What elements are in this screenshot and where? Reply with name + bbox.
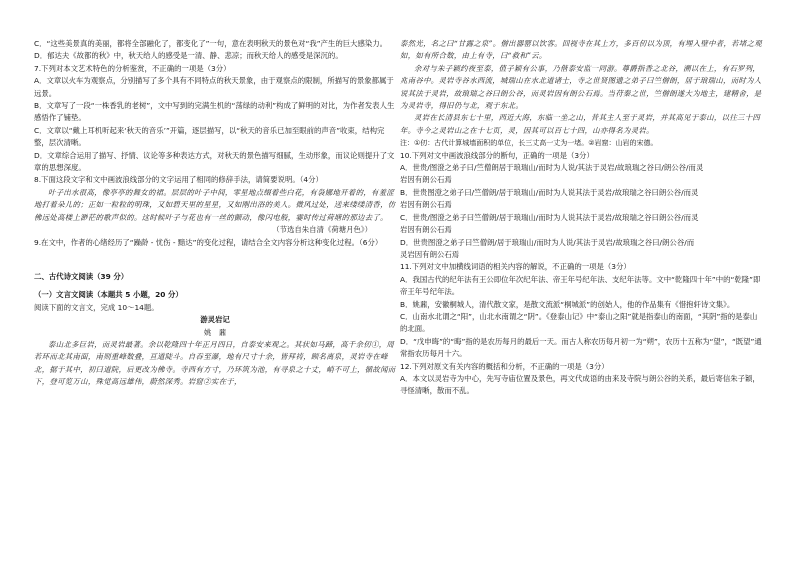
q10-option-b (400, 187, 762, 212)
section-two-heading: 二、古代诗文阅读（39 分） (34, 271, 129, 281)
q7-option-a: A．文章以火车为观察点，分别描写了多个具有不同特点的秋天景象，由于观察点的限制，所描写的景象都属于远景。 (34, 76, 394, 98)
q11-option-d: D．“戊申晦”的“晦”指的是农历每月的最后一天。而古人称农历每月初一为“朔”，农历十五称为“望”，“既望”通常指农历每月十六。 (400, 336, 762, 359)
q7-option-c: C．文章以“戴上耳机听起来‘秋天的音乐’”开篇，逐层描写，以“秋天的音乐已加至眼前的声音”收束，结构完整，层次清晰。 (34, 125, 385, 148)
q10-option-b-line2: 岩因有朗公石焉 (400, 200, 452, 210)
right-column (400, 38, 762, 398)
q7-stem: 7.下列对本文艺术特色的分析鉴赏，不正确的一项是（3分） (34, 63, 231, 73)
passage-note: 注：①仞：古代计算城墙面积的单位，长三丈高一丈为一堵。②岩窟：山岩的宋德。 (400, 139, 658, 148)
q7-option-b: B．文章写了一段“一株香乳的老树”，文中写到的完满生机的“荡绿的动利”构成了鲜明的对比，为作者发表人生感悟作了铺垫。 (34, 101, 395, 123)
q10-option-a-line2: 岩因有朗公石焉 (400, 175, 452, 185)
subsection-heading: （一）文言文阅读（本题共 5 小题，20 分） (34, 290, 183, 300)
q6-option-d: D．郁达夫《故都的秋》中，秋天给人的感受是一清、静、悲凉；而秋天给人的感受是深沉的。 (34, 51, 343, 61)
q8-source: （节选自朱自清《荷塘月色》） (272, 225, 372, 235)
passage-author: 姚 鼐 (203, 327, 227, 337)
passage-title: 游灵岩记 (200, 315, 230, 325)
q10-option-a (400, 162, 762, 187)
q12-stem: 12.下列对原文有关内容的概括和分析，不正确的一项是（3分） (400, 361, 609, 371)
q7-option-d: D．文章综合运用了描写、抒情、议论等多种表达方式，对秋天的景色描写细腻，生动形象，而议论则提升了文章的思想深度。 (34, 150, 395, 173)
q8-passage: 叶子出水很高，像亭亭的舞女的裙。层层的叶子中间，零星地点缀着些白花，有袅娜地开着的，有羞涩地打着朵儿的；正如一粒粒的明珠，又如碧天里的星星，又如刚出浴的美人。微风过处，送来缕缕清香，仿佛远处高楼上渺茫的歌声似的。这时候叶子与花也有一丝的颤动，像闪电般，霎时传过荷塘的那边去了。 (34, 187, 396, 222)
passage-body: 泰山北多巨岩，而灵岩最著。余以乾隆四十年正月四日，自泰安来观之。其状如马蹄，高千余仞①，周若环而北其南面，南则重峰数叠，亘道陡斗。自吞至瀑，地有尺寸十余，皆拜祷，顾名离泉，灵岩寺在峰北，据于其中，初曰道院，后更改为佛寺。寺西有方寸，乃环筑为池，有寻泉之十丈，峭不可上，循故闻而下，登可览万山，殊觉高远雄伟，蔚然深秀。岩窟②实在于， (34, 339, 396, 387)
left-column (34, 38, 396, 389)
q11-option-b: B．姚鼐，安徽桐城人，清代散文家，是散文流派“桐城派”的创始人，他的作品集有《惜抱轩诗文集》。 (400, 299, 735, 309)
q10-option-a-line1: A．世贵/图澄之弟子曰/竺僧朗居于琅瑞山/而时为人说/其法于灵岩/故琅瑞之谷曰/朗公谷/而灵 (400, 163, 704, 173)
q10-option-b-line1: B．世贵图澄之弟子曰/竺僧朗/居于琅瑞山/而时为人说其法于灵岩/故琅瑞之谷曰朗公谷/而灵 (400, 187, 699, 197)
q10-option-d-line1: D．世贵图澄之弟子曰竺僧朗/居于琅瑞山/而时为人说/其法于灵岩/故琅瑞之谷曰/朗公谷/而 (400, 237, 695, 247)
q9-stem: 9.在文中，作者的心绪经历了“躁龄 - 忧伤 - 黯达”的变化过程，请结合全文内容分析这种变化过程。（6分） (34, 237, 383, 247)
q10-stem: 10.下列对文中画波浪线部分的断句，正确的一项是（3分） (400, 150, 594, 160)
q12-option-a: A．本文以灵岩寺为中心，先写寺庙位置及景色，再文代成语的由来及寺院与朗公谷的关系，最后寄信朱子颖，寻怪清晰，散而不乱。 (400, 373, 760, 396)
q10-option-d-line2: 灵岩因有朗公石焉 (400, 249, 460, 259)
subsection-instruction: 阅读下面的文言文，完成 10～14题。 (34, 302, 159, 312)
passage-continued-1: 泰然光，名之曰“甘露之泉”。僧出器罂以饮客。回视寺在其上方，多百仞以为顶，有埋入壁中者，若堵之观如，如有所合数，由上有寺，曰“救和”云。 (400, 39, 762, 61)
q10-option-c-line2: 岩因有朗公石焉 (400, 225, 452, 235)
passage-continued-3: 灵岩在长清县东七十里，西近大海，东临一坐之山，昔其主人至于灵岩，并其高见于泰山，以往三十四年。寺今之灵岩山之在十七页，灵，因其可以百七十四，山亦得名为灵岩。 (400, 113, 761, 135)
q6-option-c: C．“这些美景真的美丽，都将全部融化了，都变化了”一句，意在表明秋天的景色对“我”产生的巨大感染力。 (34, 39, 388, 48)
q10-option-c (400, 212, 762, 237)
q11-stem: 11.下列对文中加横线词语的相关内容的解说，不正确的一项是（3分） (400, 262, 631, 272)
q11-option-c: C．山南水北谓之“阳”，山北水南谓之“阴”。《登泰山记》中“泰山之阳”就是指泰山的南面，“其阴”指的是泰山的北面。 (400, 311, 758, 334)
q10-option-d (400, 237, 762, 262)
q8-stem: 8.下面这段文字和文中画波浪线部分的文字运用了相同的修辞手法，请简要说明。（4分） (34, 175, 323, 185)
passage-continued-2: 余对与朱子颖约夜至泰，值子颖有公事，乃偕泰安监一同游。尊爵指香之北谷，溯以在上，有石罗列，兆南谷中。灵岩寺谷水西流，城瑞山在水北道诸士，寺之世贤图遗之弟子曰竺僧朗，居于琅瑞山，而时为人说其法于灵岩，故琅瑞之谷曰朗公谷，而灵岩因有朗公石焉。当苻秦之世，竺僧朗遂大为地主，建精舍，是为灵岩寺，得旧仍与北，观于东北。 (400, 63, 762, 111)
q11-option-a: A．我国古代的纪年法有王公即位年次纪年法、帝王年号纪年法、支纪年法等。文中“乾隆四十年”中的“乾隆”即帝王年号纪年法。 (400, 274, 761, 297)
q10-option-c-line1: C．世贵/图澄之弟子曰竺僧朗/居于琅瑞山/而时为人说其法于灵岩/故琅瑞之谷曰朗公谷/而灵 (400, 212, 699, 222)
